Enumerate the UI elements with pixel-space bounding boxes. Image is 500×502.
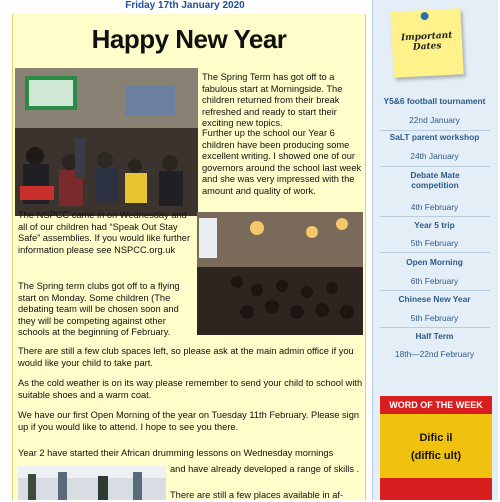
event-date: 24th January — [410, 151, 459, 161]
newsletter-date: Friday 17th January 2020 — [125, 0, 245, 11]
assembly-photo — [197, 212, 363, 335]
divider — [380, 290, 490, 291]
divider — [380, 166, 490, 167]
article-clubs: The Spring term clubs got off to a flying start on Monday. Some children (The debating team will be chosen soon and they will be competing against other schools at the beginning of February. — [18, 281, 180, 338]
word-of-the-week-syllables: (diffic ult) — [410, 450, 462, 462]
event-name: Chinese New Year — [398, 294, 471, 304]
article-cold-weather: As the cold weather is on its way please remember to send your child to school with suitable shoes and a warm coat. — [18, 378, 363, 400]
event-name: Half Term — [415, 331, 454, 341]
article-spring-term: The Spring Term has got off to a fabulous start at Morningside. The children returned from their break refreshed and ready to start their exciting new topics. — [202, 72, 343, 129]
divider — [380, 327, 490, 328]
divider — [380, 130, 490, 131]
article-club-spaces: There are still a few club spaces left, so please ask at the main admin office if you would like your child to take part. — [18, 346, 354, 368]
event-name: Y5&6 football tournament — [383, 96, 486, 106]
main-content — [12, 14, 366, 500]
event-date: 18th—22nd February — [394, 349, 475, 359]
sticky-note-label — [391, 30, 462, 54]
page-title: Happy New Year — [91, 24, 287, 54]
event-date: 22nd January — [409, 115, 460, 125]
article-nspcc: The NSPCC came in on Wednesday and all of our children had “Speak Out Stay Safe” assemblies. If you would like further information please see NSPCC.org.uk — [18, 210, 191, 255]
event-date: 5th February — [410, 238, 459, 248]
word-of-the-week-heading: WORD OF THE WEEK — [380, 396, 492, 414]
important-dates-sticky-note — [390, 8, 463, 78]
article-year6: Further up the school our Year 6 children have been producing some excellent writing. I showed one of our governors around the school last week and she was very impressed with the amount and quality of work. — [202, 128, 362, 196]
article-places: There are still a few places available in af- — [170, 490, 344, 500]
word-of-the-week-panel — [380, 396, 492, 500]
classroom-photo — [15, 68, 198, 216]
article-drumming-cont: and have already developed a range of skills . — [170, 464, 360, 474]
event-name: Open Morning — [406, 257, 463, 267]
event-date: 6th February — [410, 276, 459, 286]
event-name: SaLT parent workshop — [389, 132, 480, 142]
word-of-the-week-word: Dific il — [419, 432, 453, 444]
flag-stripe — [380, 478, 492, 500]
drumming-photo — [18, 466, 166, 500]
article-open-morning: We have our first Open Morning of the year on Tuesday 11th February. Please sign up if you would like to attend. I hope to see you there. — [18, 410, 360, 432]
event-name: Debate Mate competition — [410, 170, 460, 190]
note-label-line1: Important — [400, 30, 453, 44]
note-label-line2: Dates — [412, 41, 442, 53]
pin-icon — [420, 12, 428, 20]
article-drumming: Year 2 have started their African drumming lessons on Wednesday mornings — [18, 448, 334, 458]
divider — [380, 216, 490, 217]
event-date: 5th February — [410, 313, 459, 323]
event-date: 4th February — [410, 202, 459, 212]
event-name: Year 5 trip — [414, 220, 455, 230]
divider — [380, 252, 490, 253]
